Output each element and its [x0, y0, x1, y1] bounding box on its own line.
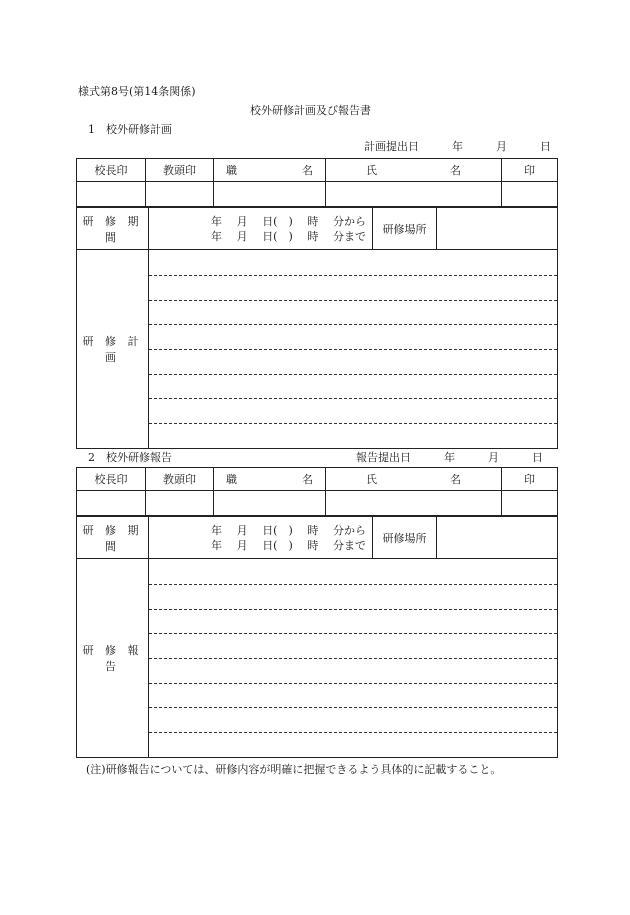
section2-period-table [76, 516, 558, 559]
period-label: 研 修 期 間 [77, 208, 149, 250]
vice-principal-seal-header: 教頭印 [146, 159, 214, 182]
principal-seal-header: 校長印 [77, 159, 146, 182]
name-field[interactable] [326, 182, 502, 207]
date-month: 月 [496, 140, 507, 153]
document-title: 校外研修計画及び報告書 [250, 104, 371, 117]
vice-principal-seal-field[interactable] [146, 491, 214, 516]
section1-header-table [76, 158, 558, 207]
name-field[interactable] [326, 491, 502, 516]
form-number: 様式第8号(第14条関係) [78, 85, 196, 98]
section2-date-line [356, 452, 543, 463]
period-field[interactable] [149, 517, 373, 559]
section2-body-table [76, 558, 558, 758]
section1-heading: 1 校外研修計画 [88, 123, 172, 136]
date-day: 日 [540, 140, 551, 153]
principal-seal-field[interactable] [77, 491, 146, 516]
date-day: 日 [532, 451, 543, 464]
date-year: 年 [452, 140, 463, 153]
seal-header: 印 [502, 468, 558, 491]
position-header: 職 名 [214, 159, 326, 182]
place-field[interactable] [437, 208, 558, 250]
section1-date-line [364, 141, 551, 152]
report-body[interactable] [149, 559, 558, 758]
place-field[interactable] [437, 517, 558, 559]
position-field[interactable] [214, 182, 326, 207]
seal-field[interactable] [502, 182, 558, 207]
section1-period-table [76, 207, 558, 250]
date-label: 計画提出日 [364, 140, 419, 153]
principal-seal-header: 校長印 [77, 468, 146, 491]
place-label: 研修場所 [373, 208, 437, 250]
seal-header: 印 [502, 159, 558, 182]
principal-seal-field[interactable] [77, 182, 146, 207]
position-header: 職 名 [214, 468, 326, 491]
period-from: 年 月 日( ) 時 分から [211, 523, 366, 537]
plan-label: 研 修 計 画 [77, 250, 149, 449]
period-label: 研 修 期 間 [77, 517, 149, 559]
plan-body[interactable] [149, 250, 558, 449]
footnote: (注)研修報告については、研修内容が明確に把握できるよう具体的に記載すること。 [86, 763, 502, 776]
report-label: 研 修 報 告 [77, 559, 149, 758]
date-year: 年 [444, 451, 455, 464]
vice-principal-seal-field[interactable] [146, 182, 214, 207]
period-to: 年 月 日( ) 時 分まで [211, 538, 366, 552]
seal-field[interactable] [502, 491, 558, 516]
period-field[interactable] [149, 208, 373, 250]
period-to: 年 月 日( ) 時 分まで [211, 229, 366, 243]
section2-header-table [76, 467, 558, 516]
period-from: 年 月 日( ) 時 分から [211, 214, 366, 228]
section2-heading: 2 校外研修報告 [88, 451, 172, 464]
vice-principal-seal-header: 教頭印 [146, 468, 214, 491]
position-field[interactable] [214, 491, 326, 516]
date-label: 報告提出日 [356, 451, 411, 464]
name-header: 氏 名 [326, 159, 502, 182]
section1-body-table [76, 249, 558, 449]
date-month: 月 [488, 451, 499, 464]
name-header: 氏 名 [326, 468, 502, 491]
place-label: 研修場所 [373, 517, 437, 559]
